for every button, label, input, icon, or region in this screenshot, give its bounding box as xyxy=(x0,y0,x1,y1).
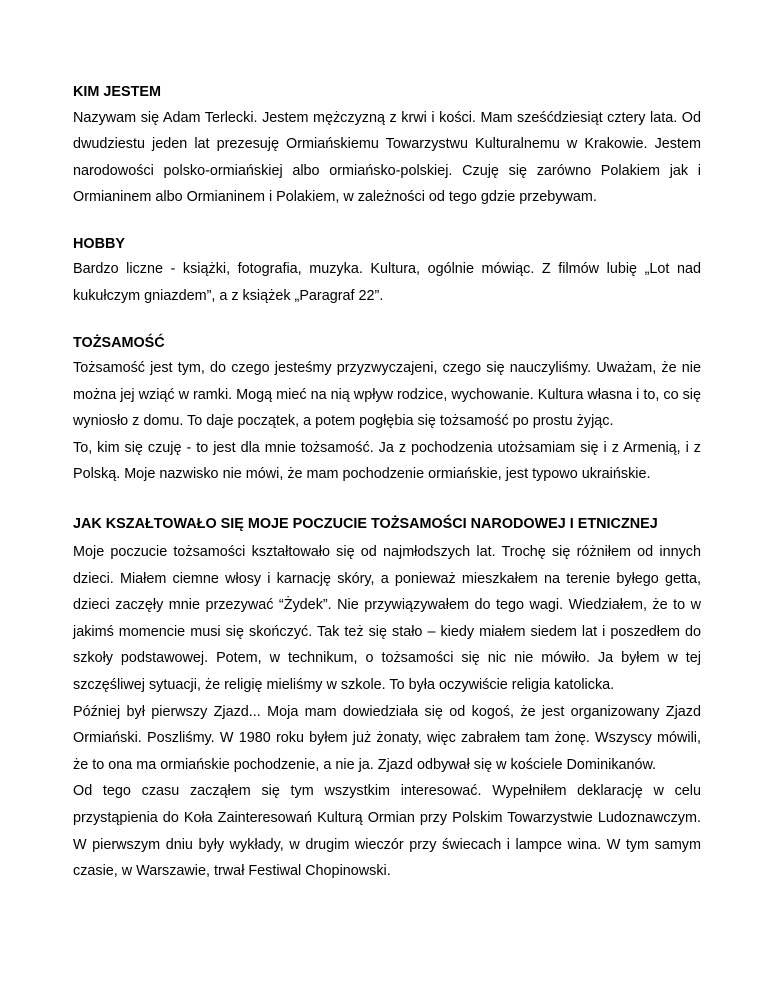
paragraph: Bardzo liczne - książki, fotografia, muzyka. Kultura, ogólnie mówiąc. Z filmów lubię „Lot nad kukułczym gniazdem”, a z książek „Paragraf 22”. xyxy=(73,261,701,304)
paragraph: Później był pierwszy Zjazd... Moja mam dowiedziała się od kogoś, że jest organizowany Zjazd Ormiański. Poszliśmy. W 1980 roku byłem już żonaty, więc zabrałem tam żonę. Wszyscy mówili, że to ona ma ormiańskie pochodzenie, a nie ja. Zjazd odbywał się w kościele Dominikanów. xyxy=(73,703,701,773)
section-hobby xyxy=(73,232,701,310)
paragraph: To, kim się czuję - to jest dla mnie tożsamość. Ja z pochodzenia utożsamiam się i z Armenią, i z Polską. Moje nazwisko nie mówi, że mam pochodzenie ormiańskie, jest typowo ukraińskie. xyxy=(73,439,701,483)
paragraph: Od tego czasu zacząłem się tym wszystkim interesować. Wypełniłem deklarację w celu przystąpienia do Koła Zainteresowań Kulturą Ormian przy Polskim Towarzystwie Ludoznawczym. W pierwszym dniu były wykłady, w drugim wieczór przy świecach i lampce wina. W tym samym czasie, w Warszawie, trwał Festiwal Chopinowski. xyxy=(73,783,701,880)
section-heading: TOŻSAMOŚĆ xyxy=(73,334,165,351)
paragraph: Tożsamość jest tym, do czego jesteśmy przyzwyczajeni, czego się nauczyliśmy. Uważam, że nie można jej wziąć w ramki. Mogą mieć na nią wpływ rodzice, wychowanie. Kultura własna i to, co się wyniosło z domu. To daje początek, a potem pogłębia się tożsamość po prostu żyjąc. xyxy=(73,360,701,430)
document-page xyxy=(73,80,701,906)
section-tozsamosc xyxy=(73,331,701,488)
section-heading: KIM JESTEM xyxy=(73,84,161,100)
section-ksztaltowanie-tozsamosci xyxy=(73,509,701,885)
paragraph: Moje poczucie tożsamości kształtowało się od najmłodszych lat. Trochę się różniłem od innych dzieci. Miałem ciemne włosy i karnację skóry, a ponieważ mieszkałem na terenie byłego getta, dzieci zaczęły mnie przezywać “Żydek”. Nie przywiązywałem do tego wagi. Wiedziałem, że to w jakimś momencie musi się skończyć. Tak też się stało – kiedy miałem siedem lat i poszedłem do szkoły podstawowej. Potem, w technikum, o tożsamości się nic nie mówiło. Ja byłem w tej szczęśliwej sytuacji, że religię mieliśmy w szkole. To była oczywiście religia katolicka. xyxy=(73,544,701,693)
section-heading: JAK KSZAŁTOWAŁO SIĘ MOJE POCZUCIE TOŻSAMOŚCI NARODOWEJ I ETNICZNEJ xyxy=(73,516,658,533)
section-kim-jestem xyxy=(73,80,701,211)
section-heading: HOBBY xyxy=(73,235,125,252)
paragraph: Nazywam się Adam Terlecki. Jestem mężczyzną z krwi i kości. Mam sześćdziesiąt cztery lata. Od dwudziestu jeden lat prezesuję Ormiańskiemu Towarzystwu Kulturalnemu w Krakowie. Jestem narodowości polsko-ormiańskiej albo ormiańsko-polskiej. Czuję się zarówno Polakiem jak i Ormianinem albo Ormianinem i Polakiem, w zależności od tego gdzie przebywam. xyxy=(73,109,701,206)
